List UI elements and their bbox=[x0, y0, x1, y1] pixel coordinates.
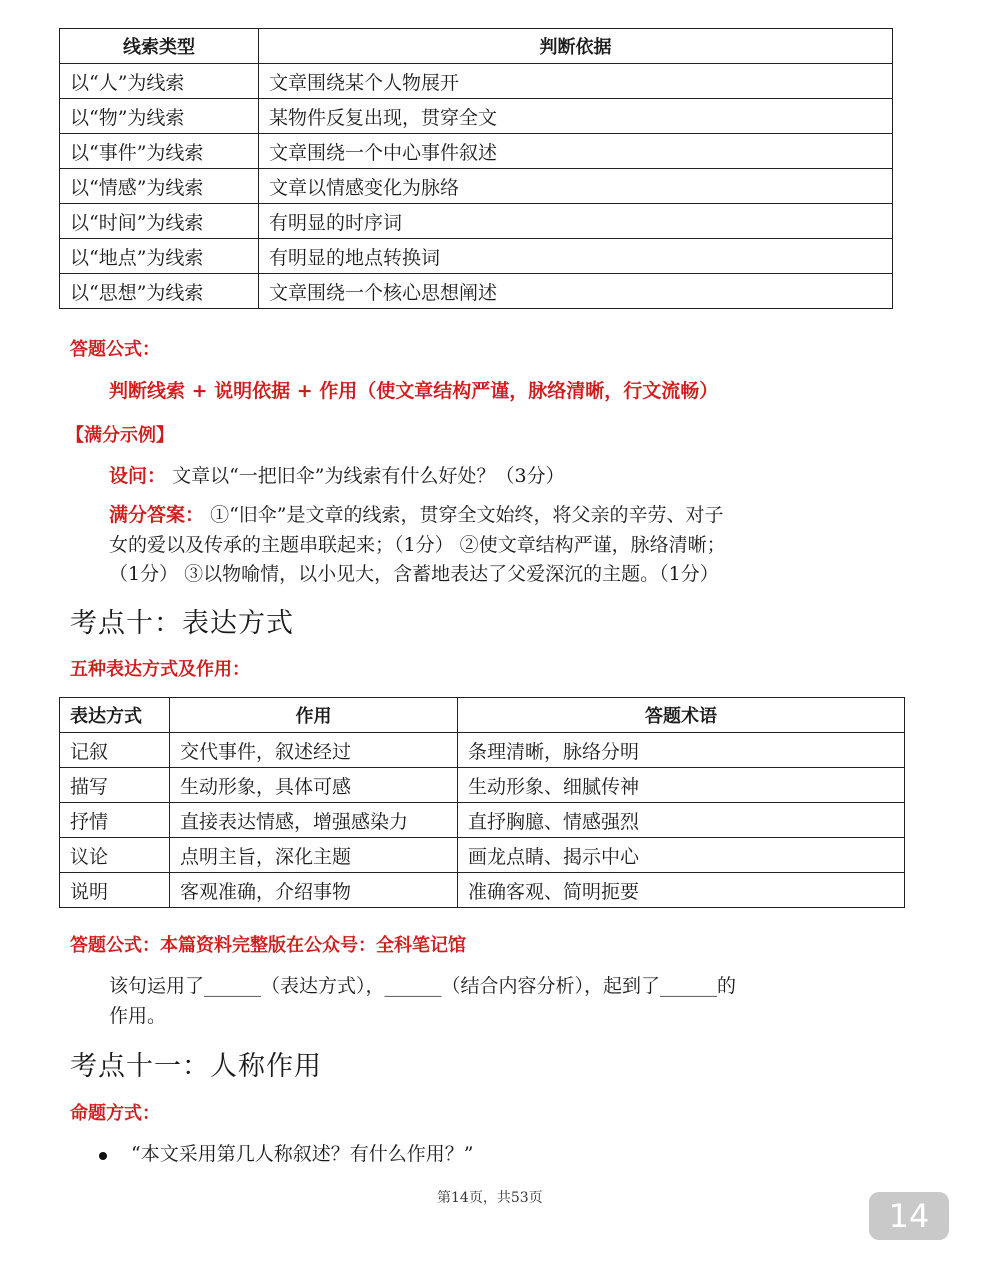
table-cell: 议论 bbox=[60, 838, 170, 873]
formula-label: 答题公式： bbox=[70, 339, 160, 360]
table-cell: 记叙 bbox=[60, 733, 170, 768]
column-header: 表达方式 bbox=[60, 698, 170, 733]
formula-line-2: 作用。 bbox=[109, 1005, 167, 1027]
column-header: 线索类型 bbox=[60, 29, 259, 64]
table-cell: 以“物”为线索 bbox=[60, 99, 259, 134]
table-cell: 抒情 bbox=[60, 803, 170, 838]
table-row bbox=[60, 274, 893, 309]
table-cell: 文章以情感变化为脉络 bbox=[259, 169, 893, 204]
formula-text: 判断线索 + 说明依据 + 作用（使文章结构严谨，脉络清晰，行文流畅） bbox=[109, 380, 719, 402]
table-cell: 以“人”为线索 bbox=[60, 64, 259, 99]
table-cell: 客观准确，介绍事物 bbox=[170, 873, 458, 908]
expression-table bbox=[59, 697, 905, 908]
table-cell: 直抒胸臆、情感强烈 bbox=[458, 803, 905, 838]
table-cell: 准确客观、简明扼要 bbox=[458, 873, 905, 908]
table-cell: 生动形象、细腻传神 bbox=[458, 768, 905, 803]
table-cell: 文章围绕一个中心事件叙述 bbox=[259, 134, 893, 169]
example-header: 【满分示例】 bbox=[66, 425, 174, 446]
table-row bbox=[60, 169, 893, 204]
page-badge: 14 bbox=[869, 1192, 949, 1240]
question-line bbox=[109, 462, 565, 491]
column-header: 判断依据 bbox=[259, 29, 893, 64]
section-subtitle: 五种表达方式及作用： bbox=[70, 659, 250, 680]
table-cell: 点明主旨，深化主题 bbox=[170, 838, 458, 873]
table-cell: 条理清晰，脉络分明 bbox=[458, 733, 905, 768]
question-label: 设问： bbox=[109, 465, 167, 487]
column-header: 答题术语 bbox=[458, 698, 905, 733]
table-cell: 画龙点睛、揭示中心 bbox=[458, 838, 905, 873]
table-cell: 交代事件，叙述经过 bbox=[170, 733, 458, 768]
table-row bbox=[60, 64, 893, 99]
answer-line-1 bbox=[109, 501, 724, 530]
section-subtitle: 命题方式： bbox=[70, 1103, 160, 1124]
table-row bbox=[60, 873, 905, 908]
table-header-row bbox=[60, 698, 905, 733]
table-cell: 以“时间”为线索 bbox=[60, 204, 259, 239]
table-cell: 有明显的地点转换词 bbox=[259, 239, 893, 274]
page-number-text: 第14页，共53页 bbox=[437, 1190, 543, 1206]
section-title: 考点十一：人称作用 bbox=[70, 1051, 322, 1082]
table-row bbox=[60, 803, 905, 838]
table-header-row bbox=[60, 29, 893, 64]
table-cell: 以“地点”为线索 bbox=[60, 239, 259, 274]
answer-text-1: ①“旧伞”是文章的线索，贯穿全文始终，将父亲的辛劳、对子 bbox=[210, 504, 724, 526]
table-row bbox=[60, 838, 905, 873]
table-cell: 文章围绕某个人物展开 bbox=[259, 64, 893, 99]
table-cell: 以“思想”为线索 bbox=[60, 274, 259, 309]
table-cell: 描写 bbox=[60, 768, 170, 803]
table-cell: 直接表达情感，增强感染力 bbox=[170, 803, 458, 838]
formula-label-2: 答题公式：本篇资料完整版在公众号：全科笔记馆 bbox=[70, 935, 466, 956]
table-row bbox=[60, 204, 893, 239]
table-row bbox=[60, 134, 893, 169]
section-title: 考点十：表达方式 bbox=[70, 608, 294, 639]
answer-line-3: （1分） ③以物喻情，以小见大，含蓄地表达了父爱深沉的主题。（1分） bbox=[109, 563, 719, 585]
column-header: 作用 bbox=[170, 698, 458, 733]
table-cell: 生动形象，具体可感 bbox=[170, 768, 458, 803]
bullet-icon bbox=[99, 1152, 107, 1160]
question-text: 文章以“一把旧伞”为线索有什么好处？（3分） bbox=[172, 465, 565, 487]
answer-label: 满分答案： bbox=[109, 504, 205, 526]
table-row bbox=[60, 239, 893, 274]
answer-line-2: 女的爱以及传承的主题串联起来；（1分） ②使文章结构严谨，脉络清晰； bbox=[109, 534, 726, 556]
table-cell: 文章围绕一个核心思想阐述 bbox=[259, 274, 893, 309]
table-row bbox=[60, 733, 905, 768]
table-cell: 有明显的时序词 bbox=[259, 204, 893, 239]
table-row bbox=[60, 768, 905, 803]
clue-table bbox=[59, 28, 893, 309]
formula-line-1: 该句运用了______（表达方式），______（结合内容分析），起到了______的 bbox=[109, 975, 737, 997]
table-cell: 说明 bbox=[60, 873, 170, 908]
table-row bbox=[60, 99, 893, 134]
table-cell: 以“情感”为线索 bbox=[60, 169, 259, 204]
table-cell: 以“事件”为线索 bbox=[60, 134, 259, 169]
table-cell: 某物件反复出现，贯穿全文 bbox=[259, 99, 893, 134]
bullet-text: “本文采用第几人称叙述？有什么作用？” bbox=[131, 1143, 474, 1165]
